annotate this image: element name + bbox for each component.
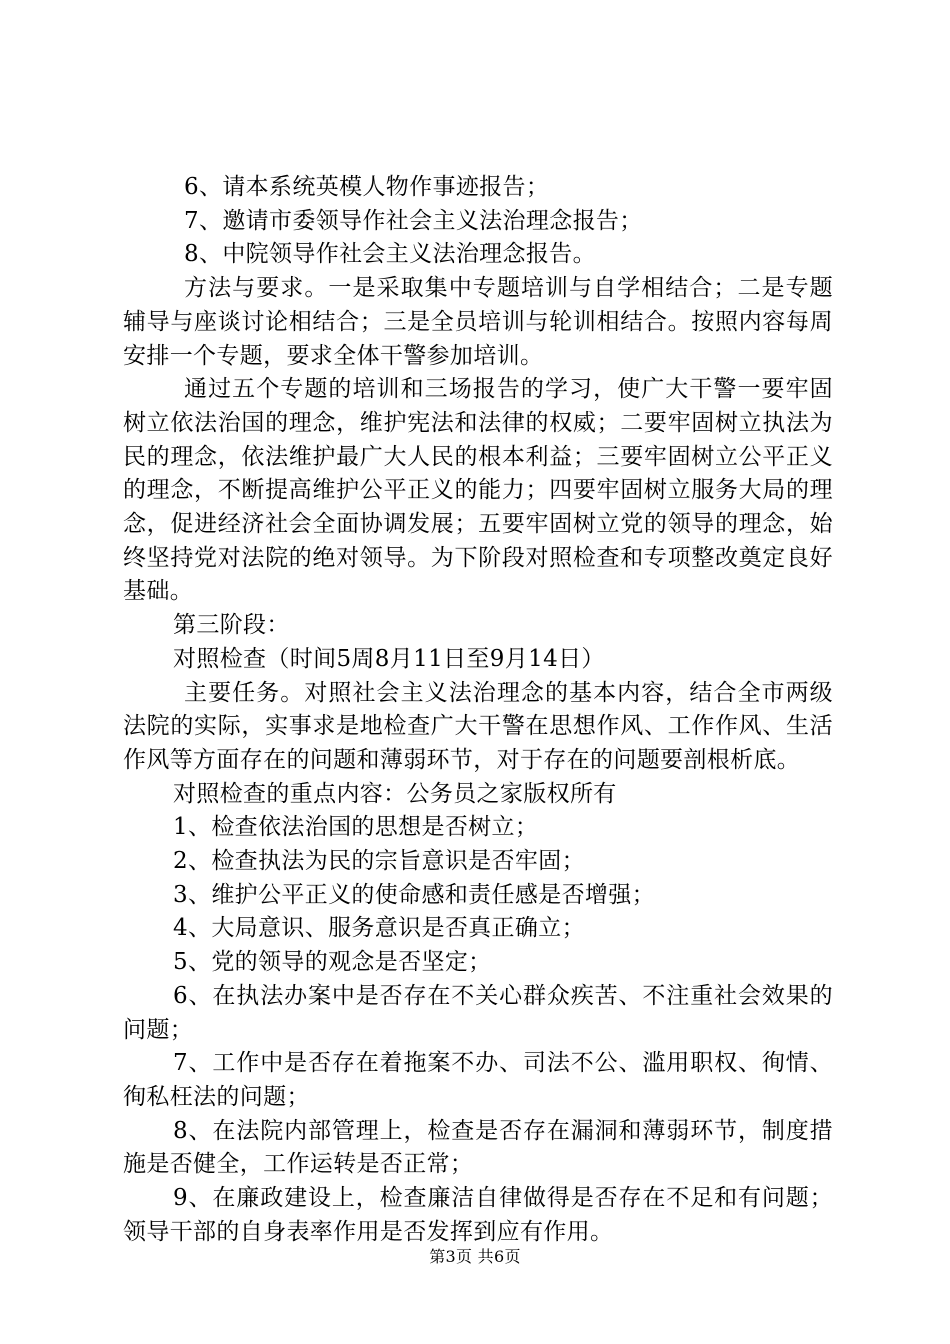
section-subheading: 对照检查（时间5周8月11日至9月14日） <box>173 645 605 672</box>
list-item: 6、在执法办案中是否存在不关心群众疾苦、不注重社会效果的问题； <box>123 982 833 1043</box>
list-item: 1、检查依法治国的思想是否树立； <box>173 814 539 841</box>
paragraph: 对照检查的重点内容：公务员之家版权所有 <box>173 780 617 807</box>
paragraph: 通过五个专题的培训和三场报告的学习，使广大干警一要牢固树立依法治国的理念，维护宪法和法律的权威；二要牢固树立执法为民的理念，依法维护最广大人民的根本利益；三要牢固树立公平正义的理念，不断提高维护公平正义的能力；四要牢固树立服务大局的理念，促进经济社会全面协调发展；五要牢固树立党的领导的理念，始终坚持党对法院的绝对领导。为下阶段对照检查和专项整改奠定良好基础。 <box>123 376 833 605</box>
paragraph: 方法与要求。一是采取集中专题培训与自学相结合；二是专题辅导与座谈讨论相结合；三是全员培训与轮训相结合。按照内容每周安排一个专题，要求全体干警参加培训。 <box>123 275 833 369</box>
page-number-footer: 第3页 共6页 <box>429 1247 521 1266</box>
list-item: 5、党的领导的观念是否坚定； <box>173 949 492 976</box>
list-item: 9、在廉政建设上，检查廉洁自律做得是否存在不足和有问题；领导干部的自身表率作用是否发挥到应有作用。 <box>123 1185 833 1245</box>
list-item: 4、大局意识、服务意识是否真正确立； <box>173 915 585 942</box>
list-item: 8、在法院内部管理上，检查是否存在漏洞和薄弱环节，制度措施是否健全，工作运转是否正常； <box>123 1117 833 1178</box>
paragraph: 7、邀请市委领导作社会主义法治理念报告； <box>184 207 643 234</box>
paragraph: 8、中院领导作社会主义法治理念报告。 <box>184 241 596 268</box>
list-item: 7、工作中是否存在着拖案不办、司法不公、滥用职权、徇情、徇私枉法的问题； <box>123 1050 833 1110</box>
section-heading: 第三阶段： <box>173 612 290 639</box>
paragraph: 6、请本系统英模人物作事迹报告； <box>184 174 550 200</box>
paragraph: 主要任务。对照社会主义法治理念的基本内容，结合全市两级法院的实际，实事求是地检查广大干警在思想作风、工作作风、生活作风等方面存在的问题和薄弱环节，对于存在的问题要剖根析底。 <box>123 679 833 773</box>
list-item: 3、维护公平正义的使命感和责任感是否增强； <box>173 881 655 908</box>
document-body <box>123 171 833 1250</box>
list-item: 2、检查执法为民的宗旨意识是否牢固； <box>173 848 585 875</box>
